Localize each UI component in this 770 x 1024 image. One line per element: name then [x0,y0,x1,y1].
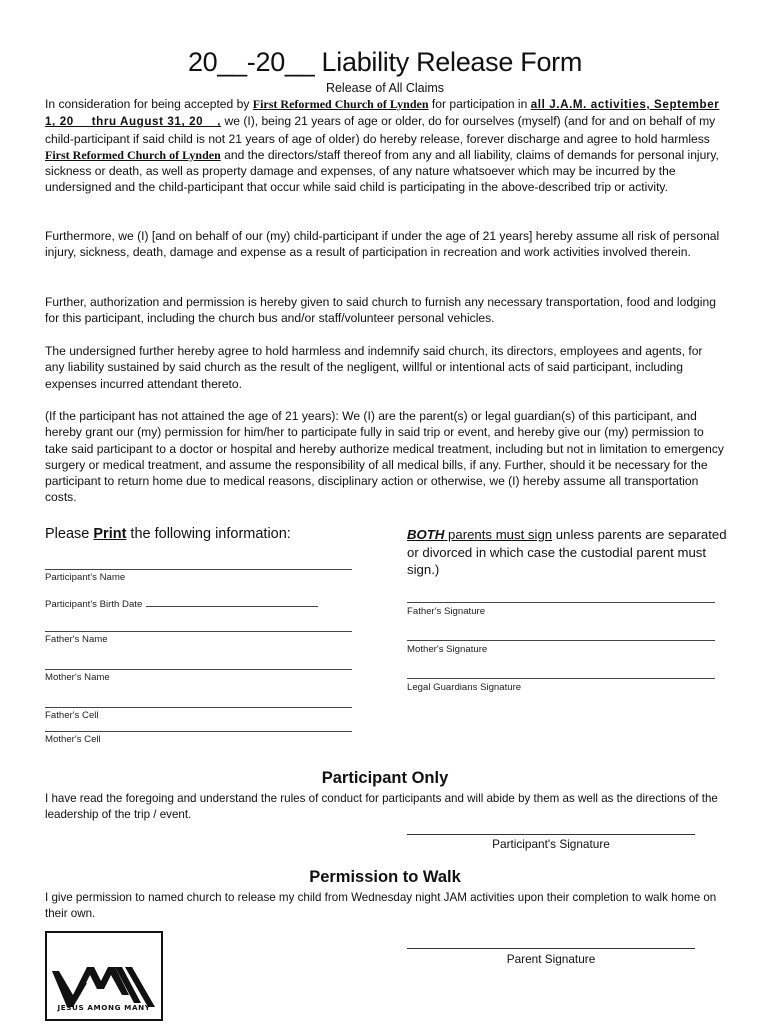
print-info-heading [45,526,291,542]
form-title: 20__-20__ Liability Release Form [187,47,583,77]
parent-signature-line[interactable] [407,948,695,949]
father-signature-label: Father's Signature [407,606,486,617]
participant-signature-line[interactable] [407,834,695,835]
logo-caption: JESUS AMONG MANY [57,1003,151,1012]
release-paragraph-3 [45,294,725,327]
guardian-signature-label: Legal Guardians Signature [407,682,522,693]
release-paragraph-4 [45,343,725,392]
release-paragraph-5 [45,408,725,506]
release-paragraph-2 [45,228,725,261]
print-bold: Print [93,526,127,542]
father-cell-label: Father's Cell [45,710,99,721]
mother-name-label: Mother's Name [45,672,110,683]
jam-logo [45,931,163,1021]
church-name: First Reformed Church of Lynden [252,97,429,111]
permission-walk-heading: Permission to Walk [309,868,461,886]
participant-name-line[interactable] [45,569,352,570]
permission-walk-text: I give permission to named church to release my child from Wednesday night JAM activities upon their completion to walk home on their own. [45,891,717,920]
form-subtitle: Release of All Claims [325,81,445,95]
must-sign-text: parents must sign [444,527,553,542]
mother-name-line[interactable] [45,669,352,670]
parent-signature-label: Parent Signature [506,952,596,966]
p1-text-a: In consideration for being accepted by [45,97,253,111]
guardian-signature-line[interactable] [407,678,715,679]
birth-date-label: Participant's Birth Date [45,599,143,610]
print-pre: Please [45,526,94,542]
p1-text-c: we (I), being 21 years of age or older, do for ourselves (myself) (and for and on behalf of my child-participant if said child is not 21 years of age of older) do hereby release, forever discharge and agree to hold harmless [45,114,716,146]
mother-signature-label: Mother's Signature [407,644,488,655]
both-parents-note [407,526,727,579]
participant-only-heading: Participant Only [321,769,449,787]
both-word: BOTH [407,527,445,542]
p1-text-b: for participation in [428,97,531,111]
participant-signature-label: Participant's Signature [492,837,610,851]
p5-text: (If the participant has not attained the age of 21 years): We (I) are the parent(s) or legal guardian(s) of this participant, and hereby grant our (my) permission for him/her to participate fully in said trip or event, and hereby give our (my) permission to take said participant to a doctor or hospital and hereby authorize medical treatment, including but not in limitation to emergency surgery or medical treatment, and assume the responsibility of all medical bills, if any. Further, should it be necessary for the participant to return home due to medical reasons, disciplinary action or otherwise, we (I) hereby assume all transportation costs. [45,409,724,505]
p1-text-d: and the directors/staff thereof from any and all liability, claims of demands for personal injury, sickness or death, as well as property damage and expenses, of any nature whatsoever which may be incurred by the undersigned and the child-participant that occur while said child is participating in the above-described trip or activity. [45,147,719,195]
birth-date-line[interactable] [146,597,318,607]
father-signature-line[interactable] [407,602,715,603]
church-name-2: First Reformed Church of Lynden [45,147,221,162]
mother-signature-line[interactable] [407,640,715,641]
father-name-label: Father's Name [45,634,108,645]
p4-text: The undersigned further hereby agree to hold harmless and indemnify said church, its directors, employees and agents, for any liability sustained by said church as the result of the negligent, willful or intentional acts of said participant, including expenses incurred attendant thereto. [45,344,703,391]
activities-period: all J.A.M. activities, September 1, 20__ thru August 31, 20__, [45,98,720,129]
p3-text: Further, authorization and permission is hereby given to said church to furnish any necessary transportation, food and lodging for this participant, including the church bus and/or staff/volunteer personal vehicles. [45,295,716,326]
p2-text: Furthermore, we (I) [and on behalf of our (my) child-participant if under the age of 21 years] hereby assume all risk of personal injury, sickness, death, damage and expense as a result of participation in recreation and work activities involved therein. [45,229,720,260]
mother-cell-label: Mother's Cell [45,734,101,745]
print-post: the following information: [126,526,291,542]
father-name-line[interactable] [45,631,352,632]
participant-name-label: Participant's Name [45,572,126,583]
mother-cell-line[interactable] [45,731,352,732]
father-cell-line[interactable] [45,707,352,708]
both-note-rest: unless parents are separated or divorced in which case the custodial parent must sign.) [407,527,727,577]
release-paragraph-1 [45,96,725,196]
birth-date-field[interactable] [45,597,318,610]
participant-only-text: I have read the foregoing and understand the rules of conduct for participants and will abide by them as well as the directions of the leadership of the trip / event. [45,792,718,821]
